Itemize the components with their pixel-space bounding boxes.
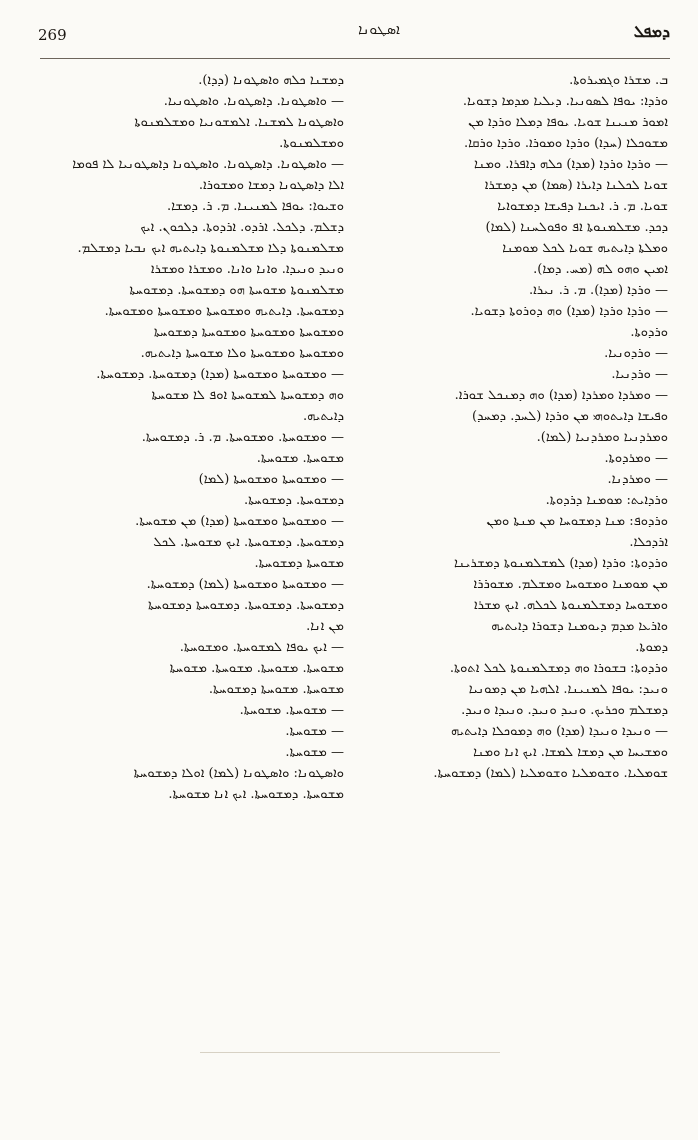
text-line: ܘܪܕܘܬܐ: ܒܫܘܪܐ ܘܗ ܕܡܫܠܡܢܘܬܐ ܠܟܠ ܐܬܘܬܐ.	[449, 661, 668, 676]
text-line: ܕܡܫܘܚܬܐ. ܕܡܫܘܚܬܐ. ܐܝܟ ܡܫܘܚܬܐ. ܠܟܠ	[153, 535, 344, 550]
text-line: — ܘܪܕܐ ܘܪܕܐ (ܡܕܐ) ܟܠܗ ܕܐܦܪܐ. ܘܡܢܐ	[473, 157, 668, 172]
text-line: ܡܫܘܚܬܐ. ܕܡܫܘܚܬܐ. ܐܝܟ ܐܢܐ ܡܫܘܚܬܐ.	[168, 787, 344, 802]
text-line: — ܘܡܫܘܚܬܐ ܘܡܫܘܚܬܐ (ܠܡܐ)	[198, 472, 344, 487]
section-title: ܐܣܛܘܢܐ	[358, 22, 400, 38]
text-line: ܘܪܕܘܬܐ: ܘܪܕܐ (ܡܕܐ) ܠܡܫܠܡܢܘܬܐ ܕܡܫܪܝܢܐ	[453, 556, 668, 571]
text-line: ܘܢܝܕ ܘܢܝܕܐ. ܘܐܢܐ ܘܐܢܐ. ܘܡܫܪܐ ܘܡܫܪܐ	[150, 262, 344, 277]
text-line: ܡܢ ܐܢܐ.	[306, 619, 344, 634]
text-line: — ܘܡܫܘܚܬܐ ܘܡܫܘܚܬܐ (ܡܕܐ) ܕܡܫܘܚܬܐ. ܕܡܫܘܚܬܐ.	[96, 367, 344, 382]
text-line: ܘܐܣܛܘܢܐ: ܘܐܣܛܘܢܐ (ܠܡܐ) ܐܘܠܐ ܕܡܫܘܚܬܐ	[133, 766, 344, 781]
text-line: ܘܡܫܘܚܬܐ ܘܡܫܘܚܬܐ ܘܡܫܘܚܬܐ ܕܡܫܘܚܬܐ	[153, 325, 344, 340]
text-line: — ܘܡܪܕܢܐ.	[607, 472, 668, 487]
text-line: ܘܡܠܬܐ ܕܐܝܬܝܗ ܫܘܝܐ ܠܟܠ ܡܘܡܢܐ	[502, 241, 668, 256]
text-line: — ܡܫܘܚܬܐ. ܡܫܘܚܬܐ.	[239, 703, 344, 718]
text-line: ܡܫܘܚܬܐ. ܡܫܘܚܬܐ ܕܡܫܘܚܬܐ.	[208, 682, 344, 697]
text-line: — ܘܢܝܕܐ ܘܢܝܕܐ (ܡܕܐ) ܘܗ ܕܡܘܟܠܐ ܕܐܝܬܝܗ	[450, 724, 668, 739]
text-line: ܕܡܘܬܐ.	[635, 640, 668, 655]
text-line: ܘܐܪܥܐ ܡܕܡ ܕܝܘܡܢܐ ܕܫܘܪܐ ܕܐܝܬܝܗ	[491, 619, 668, 634]
text-line: — ܘܪܕܘܢܝܐ.	[604, 346, 668, 361]
text-line: ܘܪܕܘܬܐ.	[630, 325, 668, 340]
text-line: ܫܘܡܠܝܐ. ܘܫܘܡܠܝܐ ܘܫܘܡܠܝܐ (ܠܡܐ) ܕܡܫܘܚܬܐ.	[433, 766, 668, 781]
text-line: — ܡܫܘܚܬܐ.	[285, 724, 344, 739]
text-line: — ܘܡܫܘܚܬܐ. ܘܡܫܘܚܬܐ. ܡ. ܪ. ܕܡܫܘܚܬܐ.	[141, 430, 344, 445]
right-column	[368, 70, 668, 784]
running-head	[38, 22, 670, 62]
text-line: ܘܡܫܘܚܬܐ ܘܡܫܘܚܬܐ ܘܠܐ ܡܫܘܚܬܐ ܕܐܝܬܝܗ.	[140, 346, 344, 361]
header-rule	[40, 58, 670, 59]
text-line: ܘܪܕܐܝܬ: ܡܘܡܢܐ ܕܪܕܘܬܐ.	[545, 493, 668, 508]
headword-guide: ܕܡܦܠ	[633, 22, 670, 41]
text-line: ܕܫܠܡ. ܕܠܟܠ. ܐܪܕܘ. ܐܪܕܘܬܐ. ܕܠܟܘܢ. ܐܝܟ	[140, 220, 344, 235]
text-line: ܘܢܝܕ: ܝܘܦܐ ܠܡܢܝܢܐ. ܐܠܗܝܐ ܡܢ ܕܡܘܢܝܐ	[468, 682, 668, 697]
footer-rule	[200, 1052, 500, 1053]
text-line: — ܐܝܟ ܝܘܦܐ ܠܡܫܘܚܬܐ. ܘܡܫܘܚܬܐ.	[179, 640, 344, 655]
text-line: ܕܡܫܘܚܬܐ. ܕܡܫܘܚܬܐ. ܕܡܫܘܚܬܐ ܕܡܫܘܚܬܐ	[148, 598, 344, 613]
text-line: ܕܡܫܠܡ ܘܟܪܝܟ. ܘܢܝܕ ܘܢܝܕ. ܘܢܝܕܐ ܘܢܝܕ.	[461, 703, 668, 718]
text-line: — ܘܡܫܘܚܬܐ ܘܡܫܘܚܬܐ (ܠܡܐ) ܕܡܫܘܚܬܐ.	[146, 577, 344, 592]
text-line: ܐܠܐ ܕܐܣܛܘܢܐ ܕܡܫܐ ܘܡܫܘܪܐ.	[198, 178, 344, 193]
text-line: ܕܟܕ. ܡܫܠܡܢܘܬܐ ܐܦ ܘܦܘܠܚܢܐ (ܠܡܐ)	[485, 220, 668, 235]
text-line: ܘܪܕܘܦ: ܡܢܐ ܕܡܫܘܚܐ ܡܢ ܡܢܬܐ ܘܡܢ	[486, 514, 668, 529]
left-column	[44, 70, 344, 805]
text-line: ܡܫܘܟܠܐ (ܚܕܐ) ܘܪܕܐ ܘܡܘܪܐ. ܘܪܕܐ ܘܪܩܐ.	[463, 136, 668, 151]
text-line: ܕܐܝܬܝܗ.	[303, 409, 344, 424]
text-line: — ܘܪܕܐ ܘܪܕܐ (ܡܕܐ) ܘܗ ܕܘܪܘܬܐ ܕܫܘܝܐ.	[470, 304, 668, 319]
text-line: ܕܡܫܘܚܬܐ. ܕܐܝܬܝܗ ܘܡܫܘܚܬܐ ܘܡܫܘܚܬܐ ܘܡܫܘܚܬܐ.	[104, 304, 344, 319]
text-line: — ܘܐܣܛܘܢܐ. ܕܐܣܛܘܢܐ. ܘܐܣܛܘܢܐ ܕܐܣܛܘܢܝܐ ܠܐ ܦܘܡܐ	[72, 157, 344, 172]
text-line: ܡܫܠܡܢܘܬܐ ܕܠܐ ܡܫܠܡܢܘܬܐ ܕܐܝܬܝܗ ܐܝܟ ܢܒܝܐ ܕܡܫܠܡ.	[77, 241, 344, 256]
text-line: ܘܪܕܐ: ܝܘܦܐ ܠܣܘܢܝܐ. ܕܝܠܝܐ ܡܕܡܐ ܕܫܘܝܐ.	[462, 94, 668, 109]
text-line: ܡܢ ܡܘܡܢܐ ܘܡܫܘܚܐ ܘܡܫܠܡ. ܡܫܘܪܪܐ	[473, 577, 668, 592]
page-number: 269	[38, 26, 67, 44]
text-line: ܘܗ ܕܡܫܘܚܬܐ ܠܡܫܘܚܬܐ ܐܘܦ ܠܐ ܡܫܘܚܬܐ	[151, 388, 344, 403]
text-line: — ܘܪܕܢܝܐ.	[611, 367, 668, 382]
text-line: ܫܘܝܐ. ܡ. ܪ. ܐܝܟܢܐ ܕܦܝܫܐ ܕܡܫܘܐܝܐ	[497, 199, 668, 214]
text-line: ܘܡܫܝܚܐ ܡܢ ܕܡܫܐ ܠܡܫܐ. ܐܝܟ ܐܢܐ ܘܡܢܐ	[473, 745, 668, 760]
text-line: ܐܡܝܢ ܘܗܘ ܠܗ (ܡܚ. ܕܡܐ).	[533, 262, 668, 277]
text-line: — ܘܐܣܛܘܢܐ. ܕܐܣܛܘܢܐ. ܘܐܣܛܘܢܝܐ.	[163, 94, 344, 109]
text-line: ܡܫܠܡܢܘܬܐ ܡܫܘܚܬܐ ܗܘ ܕܡܫܘܚܬܐ. ܕܡܫܘܚܬܐ	[129, 283, 344, 298]
text-line: ܘܡܫܘܚܐ ܕܡܫܠܡܢܘܬܐ ܠܟܠܗ. ܐܝܟ ܡܫܪܐ	[473, 598, 668, 613]
text-line: — ܘܡܪܕܘܬܐ.	[604, 451, 668, 466]
text-line: ܘܡܫܠܡܢܘܬܐ.	[279, 136, 344, 151]
text-line: ܘܦܝܫܐ ܕܐܝܬܘܗܝ ܡܢ ܘܪܕܐ (ܠܚܕ. ܕܡܚܕ)	[472, 409, 668, 424]
text-line: ܐܪܕܟܠܐ.	[629, 535, 668, 550]
text-line: ܡܫܘܚܬܐ. ܡܫܘܚܬܐ. ܡܫܘܚܬܐ. ܡܫܘܚܬܐ	[169, 661, 344, 676]
text-line: ܘܡܪܕܢܝܐ ܘܡܪܕܢܝܐ (ܠܡܐ).	[536, 430, 668, 445]
text-line: ܐܡܘܪ ܡܢܝܢܐ ܫܘܝܐ. ܝܘܦܐ ܕܡܠܐ ܘܪܕܐ ܡܢ	[468, 115, 668, 130]
text-line: ܘܐܣܛܘܢܐ ܠܡܫܢܐ. ܐܠܡܫܘܢܝܐ ܘܡܫܠܡܢܘܬܐ	[134, 115, 344, 130]
text-line: ܘܫܝܘܐ: ܝܘܦܐ ܠܡܢܝܢܐ. ܡ. ܪ. ܕܡܫܐ.	[166, 199, 344, 214]
text-line: ܕܡܫܘܚܬܐ. ܕܡܫܘܚܬܐ.	[243, 493, 344, 508]
text-line: ܡܫܘܚܬܐ. ܡܫܘܚܬܐ.	[256, 451, 344, 466]
text-line: ܡܫܘܚܬܐ ܕܡܫܘܚܬܐ.	[254, 556, 344, 571]
text-line: ܕܡܫܢܐ ܟܠܗ ܘܐܣܛܘܢܐ (ܕܕܐ).	[198, 73, 344, 88]
text-line: ܫܘܝܐ ܠܟܠܢܐ ܕܐܝܪܐ (ܣܡܐ) ܡܢ ܕܡܫܪܐ	[484, 178, 668, 193]
text-line: ܒ. ܡܫܪܐ ܘܓܡܝܪܘܬܐ.	[569, 73, 668, 88]
text-line: — ܡܫܘܚܬܐ.	[285, 745, 344, 760]
text-line: — ܘܡܪܕܐ ܘܡܪܕܐ (ܡܕܐ) ܘܗ ܕܡܢܟܠ ܫܘܪܐ.	[454, 388, 668, 403]
text-line: — ܘܡܫܘܚܬܐ ܘܡܫܘܚܬܐ (ܡܕܐ) ܡܢ ܡܫܘܚܬܐ.	[135, 514, 344, 529]
text-line: — ܘܪܕܐ (ܡܕܐ). ܡ. ܪ. ܢܝܪܐ.	[528, 283, 668, 298]
